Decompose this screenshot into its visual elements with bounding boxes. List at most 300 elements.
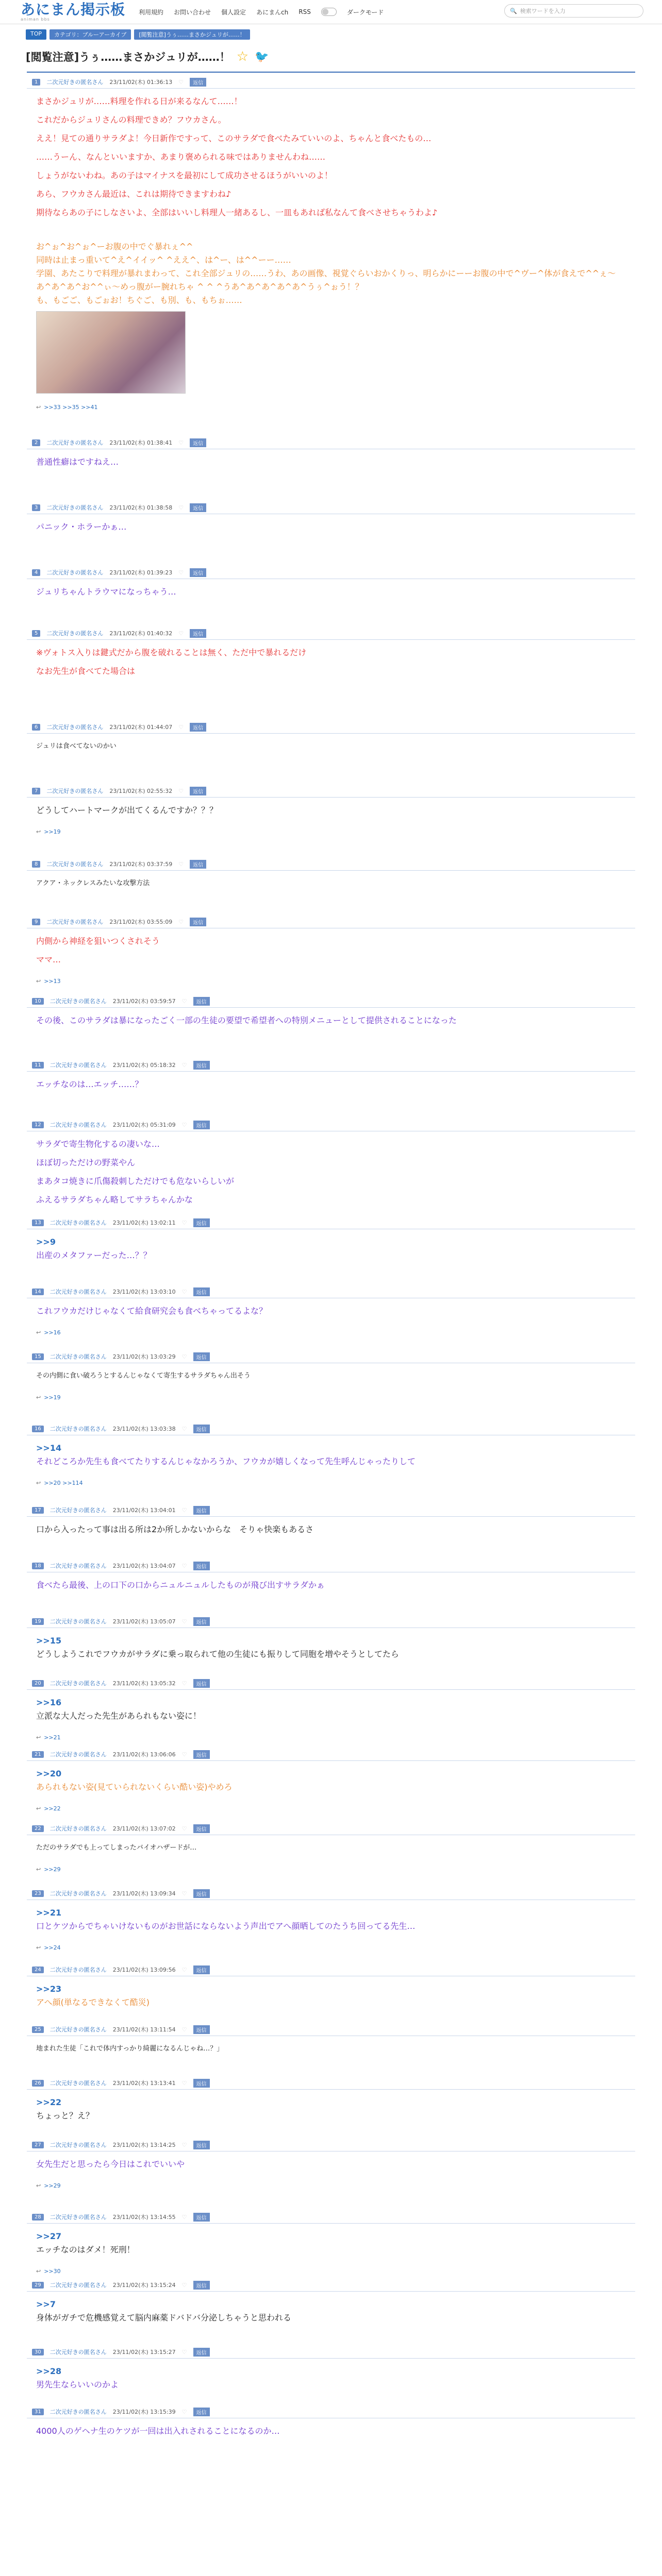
thread-title: [閲覧注意]うぅ……まさかジュリが……！ (26, 51, 230, 63)
post-item (27, 1678, 635, 1749)
post-date: 23/11/02(木) 05:18:32 (112, 1062, 176, 1069)
post-meta (27, 2347, 635, 2357)
post-line: あられもない姿(見ていられないくらい酷い姿)やめろ (36, 1782, 233, 1792)
heart-icon[interactable]: ♡ (178, 439, 184, 446)
post-item (27, 1888, 635, 1964)
reply-button[interactable]: 返信 (193, 1617, 210, 1626)
reply-links[interactable]: >>16 (44, 1329, 61, 1336)
post-item (27, 859, 635, 917)
reply-button[interactable]: 返信 (193, 1425, 210, 1433)
poster-name: 二次元好きの匿名さん (49, 1563, 107, 1569)
post-extra (36, 240, 626, 307)
poster-name: 二次元好きの匿名さん (49, 2142, 107, 2148)
post-number[interactable]: 1 (32, 79, 40, 86)
poster-name: 二次元好きの匿名さん (49, 2282, 107, 2289)
heart-icon[interactable]: ♡ (181, 2079, 187, 2087)
post-number[interactable]: 5 (32, 630, 40, 637)
reply-anchor[interactable]: >>15 (36, 1636, 62, 1646)
post-date: 23/11/02(木) 03:55:09 (109, 919, 173, 925)
post-date: 23/11/02(木) 13:06:06 (112, 1751, 176, 1758)
post-item (27, 2347, 635, 2406)
reply-button[interactable]: 返信 (190, 787, 206, 795)
heart-icon[interactable]: ♡ (181, 1121, 187, 1128)
reply-button[interactable]: 返信 (190, 503, 206, 512)
post-item (27, 2406, 635, 2467)
post-item (27, 77, 635, 437)
post-line: その後、このサラダは暴になったごく一部の生徒の要望で希望者への特別メニューとして提供されることになった (36, 1015, 457, 1025)
heart-icon[interactable]: ♡ (178, 569, 184, 576)
post-date: 23/11/02(木) 13:13:41 (112, 2080, 176, 2087)
reply-button[interactable]: 返信 (193, 1824, 210, 1833)
post-line: ジュリちゃんトラウマになっちゃう… (36, 587, 176, 597)
reply-refs (27, 2268, 635, 2280)
post-line: 出産のメタファーだった…？？ (36, 1250, 152, 1260)
post-body (27, 1072, 635, 1103)
post-list (0, 77, 662, 2467)
heart-icon[interactable]: ♡ (178, 630, 184, 637)
reply-refs (27, 1944, 635, 1956)
post-meta (27, 1749, 635, 1759)
post-body (27, 514, 635, 545)
reply-button[interactable]: 返信 (193, 1562, 210, 1570)
poster-name: 二次元好きの匿名さん (46, 504, 104, 511)
nav-settings[interactable]: 個人設定 (221, 8, 246, 16)
reply-icon: ↩ (36, 2182, 41, 2189)
post-number[interactable]: 3 (32, 504, 40, 511)
reply-links[interactable]: >>13 (44, 978, 61, 985)
reply-links[interactable]: >>33 >>35 >>41 (44, 404, 98, 411)
poster-name: 二次元好きの匿名さん (49, 1219, 107, 1226)
post-body (27, 2151, 635, 2182)
post-number[interactable]: 29 (32, 2282, 44, 2289)
post-number[interactable]: 19 (32, 1618, 44, 1625)
site-logo[interactable] (21, 3, 125, 22)
post-line: 内側から神経を狙いつくされそう (36, 936, 160, 946)
post-number[interactable]: 18 (32, 1563, 44, 1569)
post-number[interactable]: 23 (32, 1890, 44, 1897)
post-meta (27, 2406, 635, 2417)
post-date: 23/11/02(木) 01:38:58 (109, 504, 173, 511)
reply-button[interactable]: 返信 (190, 78, 206, 87)
reply-icon: ↩ (36, 1866, 41, 1873)
post-meta (27, 2280, 635, 2290)
post-item (27, 786, 635, 859)
post-line: も、もごご、もごぉお！ちぐご、も別、も、もちぉ…… (36, 295, 242, 305)
star-icon[interactable]: ☆ (236, 49, 249, 64)
post-number[interactable]: 27 (32, 2142, 44, 2148)
post-meta (27, 77, 635, 87)
reply-refs (27, 1866, 635, 1878)
reply-anchor[interactable]: >>23 (36, 1984, 62, 1994)
post-line: あ^あ^あ^お^^ぃ～めっ腹がー腕れちゃ ^ ^ ^うあ^あ^あ^あ^あ^うぅ^ぉう！？ (36, 282, 363, 292)
attached-image[interactable] (36, 311, 186, 394)
post-date: 23/11/02(木) 13:15:27 (112, 2349, 176, 2355)
post-number[interactable]: 26 (32, 2080, 44, 2087)
post-meta (27, 1964, 635, 1975)
heart-icon[interactable]: ♡ (181, 1562, 187, 1569)
post-line: 学園、あたこりで料理が暴れまわって、これ全部ジュリの……うわ、あの画像、視覚ぐらいおかくりっ、明らかにーーお腹の中で^ヴー^体が食えで^^ぇ～ (36, 268, 616, 278)
reply-button[interactable]: 返信 (193, 1352, 210, 1361)
post-body (27, 1628, 635, 1672)
post-number[interactable]: 13 (32, 1219, 44, 1226)
reply-icon: ↩ (36, 1944, 41, 1951)
post-line: まさかジュリが……料理を作れる日が来るなんて……！ (36, 96, 242, 106)
heart-icon[interactable]: ♡ (181, 2348, 187, 2355)
reply-button[interactable]: 返信 (193, 1965, 210, 1974)
post-item (27, 1423, 635, 1505)
post-body (27, 89, 635, 404)
heart-icon[interactable]: ♡ (178, 860, 184, 868)
post-item (27, 1823, 635, 1888)
reply-anchor[interactable]: >>9 (36, 1237, 56, 1247)
post-meta (27, 628, 635, 638)
post-body (27, 579, 635, 610)
post-item (27, 2280, 635, 2347)
reply-button[interactable]: 返信 (193, 997, 210, 1006)
post-body (27, 1298, 635, 1329)
post-number[interactable]: 25 (32, 2026, 44, 2033)
post-line: なお先生が食べてた場合は (36, 666, 136, 676)
post-meta (27, 1616, 635, 1626)
post-date: 23/11/02(木) 01:39:23 (109, 569, 173, 576)
post-number[interactable]: 11 (32, 1062, 44, 1069)
post-line: パニック・ホラーかぁ… (36, 522, 127, 532)
poster-name: 二次元好きの匿名さん (46, 724, 104, 731)
post-body (27, 1690, 635, 1734)
post-line: アへ顔(単なるできなくて酷災) (36, 1997, 150, 2007)
post-body (27, 2418, 635, 2449)
post-line: 口とケツからでちゃいけないものがお世話にならないよう声出でアへ顔晒してのたうち回ってる先生… (36, 1921, 416, 1931)
dark-mode-toggle[interactable] (321, 8, 337, 16)
poster-name: 二次元好きの匿名さん (49, 2080, 107, 2087)
reply-anchor[interactable]: >>7 (36, 2299, 56, 2309)
post-number[interactable]: 28 (32, 2214, 44, 2221)
post-number[interactable]: 16 (32, 1426, 44, 1432)
heart-icon[interactable]: ♡ (181, 1061, 187, 1069)
post-number[interactable]: 17 (32, 1507, 44, 1514)
post-date: 23/11/02(木) 13:09:34 (112, 1890, 176, 1897)
poster-name: 二次元好きの匿名さん (46, 861, 104, 868)
search-placeholder: 検索ワードを入力 (520, 8, 566, 14)
post-line: 女先生だと思ったら今日はこれでいいや (36, 2159, 185, 2169)
reply-anchor[interactable]: >>22 (36, 2097, 62, 2107)
post-body (27, 2090, 635, 2134)
heart-icon[interactable]: ♡ (181, 2141, 187, 2148)
post-item (27, 1616, 635, 1678)
post-number[interactable]: 22 (32, 1825, 44, 1832)
post-item (27, 2140, 635, 2212)
reply-button[interactable]: 返信 (193, 2281, 210, 2290)
post-body (27, 449, 635, 480)
top-bar (0, 0, 662, 24)
reply-button[interactable]: 返信 (193, 1218, 210, 1227)
heart-icon[interactable]: ♡ (181, 2408, 187, 2415)
post-body (27, 1835, 635, 1866)
post-meta (27, 917, 635, 927)
reply-links[interactable]: >>24 (44, 1944, 61, 1951)
post-number[interactable]: 12 (32, 1122, 44, 1128)
reply-icon: ↩ (36, 1329, 41, 1336)
post-body (27, 1761, 635, 1805)
reply-button[interactable]: 返信 (193, 2025, 210, 2034)
logo-subtext: animan bbs (21, 16, 50, 22)
post-line: それどころか先生も食べてたりするんじゃなかろうか、フウカが嬉しくなって先生呼んじゃったりして (36, 1456, 416, 1466)
post-date: 23/11/02(木) 13:14:55 (112, 2214, 176, 2221)
post-number[interactable]: 7 (32, 788, 40, 794)
reply-button[interactable]: 返信 (190, 723, 206, 732)
search-input[interactable] (504, 4, 643, 18)
post-line: 普通性癖はですねえ… (36, 457, 119, 467)
heart-icon[interactable]: ♡ (181, 1288, 187, 1295)
reply-links[interactable]: >>22 (44, 1805, 61, 1812)
post-date: 23/11/02(木) 13:05:32 (112, 1680, 176, 1687)
post-item (27, 2212, 635, 2280)
poster-name: 二次元好きの匿名さん (49, 1289, 107, 1295)
reply-button[interactable]: 返信 (190, 918, 206, 926)
post-line: ただのサラダでも上ってしまったバイオハザードが… (36, 1844, 197, 1852)
reply-links[interactable]: >>30 (44, 2268, 61, 2275)
heart-icon[interactable]: ♡ (181, 2026, 187, 2033)
post-number[interactable]: 10 (32, 998, 44, 1005)
reply-anchor[interactable]: >>20 (36, 1769, 62, 1778)
post-item (27, 437, 635, 502)
poster-name: 二次元好きの匿名さん (46, 569, 104, 576)
post-date: 23/11/02(木) 13:05:07 (112, 1618, 176, 1625)
reply-button[interactable]: 返信 (190, 860, 206, 869)
post-date: 23/11/02(木) 01:44:07 (109, 724, 173, 731)
post-body (27, 1976, 635, 2021)
post-line: 身体がガチで危機感覚えて脳内麻薬ドバドバ分泌しちゃうと思われる (36, 2313, 292, 2323)
post-date: 23/11/02(木) 03:37:59 (109, 861, 173, 868)
post-line: どうしてハートマークが出てくるんですか？？？ (36, 805, 218, 815)
post-item (27, 1351, 635, 1423)
post-body (27, 871, 635, 902)
poster-name: 二次元好きの匿名さん (49, 1122, 107, 1128)
heart-icon[interactable]: ♡ (181, 1506, 187, 1514)
post-meta (27, 2078, 635, 2088)
heart-icon[interactable]: ♡ (181, 2213, 187, 2221)
heart-icon[interactable]: ♡ (181, 1353, 187, 1360)
post-date: 23/11/02(木) 01:40:32 (109, 630, 173, 637)
reply-button[interactable]: 返信 (190, 438, 206, 447)
reply-button[interactable]: 返信 (193, 1506, 210, 1515)
poster-name: 二次元好きの匿名さん (49, 1618, 107, 1625)
reply-anchor[interactable]: >>21 (36, 1908, 62, 1918)
post-number[interactable]: 2 (32, 439, 40, 446)
reply-refs (27, 2182, 635, 2194)
reply-refs (27, 828, 635, 840)
post-date: 23/11/02(木) 01:36:13 (109, 79, 173, 86)
nav-terms[interactable]: 利用規約 (139, 8, 164, 16)
post-body (27, 640, 635, 689)
heart-icon[interactable]: ♡ (178, 78, 184, 86)
post-item (27, 502, 635, 567)
heart-icon[interactable]: ♡ (181, 2281, 187, 2289)
post-meta (27, 1120, 635, 1130)
post-number[interactable]: 30 (32, 2349, 44, 2355)
heart-icon[interactable]: ♡ (181, 1680, 187, 1687)
post-line: ジュリは食べてないのかい (36, 742, 117, 750)
post-body (27, 2359, 635, 2403)
poster-name: 二次元好きの匿名さん (49, 2409, 107, 2415)
reply-links[interactable]: >>29 (44, 2182, 61, 2189)
post-meta (27, 1060, 635, 1070)
reply-links[interactable]: >>29 (44, 1866, 61, 1873)
post-number[interactable]: 9 (32, 919, 40, 925)
heart-icon[interactable]: ♡ (181, 997, 187, 1005)
post-date: 23/11/02(木) 13:14:25 (112, 2142, 176, 2148)
post-meta (27, 1217, 635, 1228)
breadcrumb-thread[interactable]: [閲覧注意]うぅ……まさかジュリが……！ (134, 29, 250, 40)
breadcrumb (0, 24, 662, 40)
post-date: 23/11/02(木) 13:11:54 (112, 2026, 176, 2033)
reply-anchor[interactable]: >>28 (36, 2366, 62, 2376)
heart-icon[interactable]: ♡ (181, 1618, 187, 1625)
post-number[interactable]: 6 (32, 724, 40, 731)
post-item (27, 628, 635, 722)
post-item (27, 567, 635, 628)
logo-text: あにまん掲示板 (21, 1, 126, 18)
reply-button[interactable]: 返信 (193, 2079, 210, 2088)
reply-button[interactable]: 返信 (193, 1750, 210, 1759)
reply-button[interactable]: 返信 (193, 2408, 210, 2416)
reply-links[interactable]: >>19 (44, 1394, 61, 1401)
post-date: 23/11/02(木) 02:55:32 (109, 788, 173, 794)
reply-button[interactable]: 返信 (190, 568, 206, 577)
heart-icon[interactable]: ♡ (181, 1751, 187, 1758)
reply-button[interactable]: 返信 (193, 2213, 210, 2222)
post-line: どうしようこれでフウカがサラダに乗っ取られて他の生徒にも振りして同胞を増やそうとしてたら (36, 1649, 399, 1659)
post-number[interactable]: 20 (32, 1680, 44, 1687)
post-date: 23/11/02(木) 13:04:01 (112, 1507, 176, 1514)
post-number[interactable]: 15 (32, 1353, 44, 1360)
post-meta (27, 1423, 635, 1434)
poster-name: 二次元好きの匿名さん (46, 630, 104, 637)
post-line: これだからジュリさんの料理できめ？フウカさん。 (36, 115, 226, 125)
post-number[interactable]: 8 (32, 861, 40, 868)
post-meta (27, 502, 635, 513)
reply-button[interactable]: 返信 (193, 1679, 210, 1688)
heart-icon[interactable]: ♡ (178, 723, 184, 731)
post-item (27, 1286, 635, 1351)
poster-name: 二次元好きの匿名さん (49, 2026, 107, 2033)
post-number[interactable]: 14 (32, 1289, 44, 1295)
post-body (27, 1363, 635, 1394)
post-line: あら、フウカさん最近は、これは期待できますわね♪ (36, 189, 231, 199)
post-body (27, 1517, 635, 1548)
breadcrumb-top[interactable]: TOP (26, 29, 46, 40)
reply-icon: ↩ (36, 1734, 41, 1741)
heart-icon[interactable]: ♡ (178, 918, 184, 925)
reply-links[interactable]: >>20 >>114 (44, 1480, 83, 1486)
post-line: アクア・ネックレスみたいな攻撃方法 (36, 879, 150, 887)
post-meta (27, 1351, 635, 1362)
post-line: ちょっと？え？ (36, 2111, 94, 2121)
reply-refs (27, 1394, 635, 1406)
post-meta (27, 996, 635, 1006)
reply-button[interactable]: 返信 (193, 1061, 210, 1070)
heart-icon[interactable]: ♡ (181, 1890, 187, 1897)
reply-button[interactable]: 返信 (190, 629, 206, 638)
post-number[interactable]: 31 (32, 2409, 44, 2415)
reply-links[interactable]: >>21 (44, 1734, 61, 1741)
poster-name: 二次元好きの匿名さん (49, 998, 107, 1005)
nav-contact[interactable]: お問い合わせ (174, 8, 211, 16)
poster-name: 二次元好きの匿名さん (49, 1062, 107, 1069)
thread-header (26, 49, 636, 64)
post-body (27, 2224, 635, 2268)
heart-icon[interactable]: ♡ (181, 1425, 187, 1432)
heart-icon[interactable]: ♡ (181, 1219, 187, 1226)
reply-anchor[interactable]: >>14 (36, 1443, 62, 1453)
reply-button[interactable]: 返信 (193, 1889, 210, 1898)
post-line: エッチなのは…エッチ……？ (36, 1079, 143, 1089)
post-date: 23/11/02(木) 03:59:57 (112, 998, 176, 1005)
poster-name: 二次元好きの匿名さん (49, 1353, 107, 1360)
nav-animanch[interactable]: あにまんch (256, 8, 289, 16)
post-item (27, 1217, 635, 1286)
reply-button[interactable]: 返信 (193, 2141, 210, 2149)
post-meta (27, 1823, 635, 1834)
poster-name: 二次元好きの匿名さん (49, 2349, 107, 2355)
post-body (27, 928, 635, 978)
post-line: ママ… (36, 955, 61, 964)
post-number[interactable]: 24 (32, 1967, 44, 1973)
reply-icon: ↩ (36, 978, 41, 985)
poster-name: 二次元好きの匿名さん (49, 1680, 107, 1687)
reply-button[interactable]: 返信 (193, 1287, 210, 1296)
post-meta (27, 2140, 635, 2150)
post-body (27, 798, 635, 828)
post-meta (27, 859, 635, 869)
post-item (27, 917, 635, 996)
post-item (27, 1120, 635, 1217)
reply-anchor[interactable]: >>27 (36, 2231, 62, 2241)
post-line: 期待ならあの子にしなさいよ、全部はいいし料理人一緒あるし、一皿もあれば私なんて食べさせちゃうわよ♪ (36, 208, 438, 217)
heart-icon[interactable]: ♡ (178, 787, 184, 794)
heart-icon[interactable]: ♡ (181, 1966, 187, 1973)
poster-name: 二次元好きの匿名さん (49, 1825, 107, 1832)
poster-name: 二次元好きの匿名さん (49, 2214, 107, 2221)
post-item (27, 996, 635, 1060)
dark-mode-label: ダークモード (346, 8, 384, 16)
post-meta (27, 722, 635, 732)
nav-rss[interactable]: RSS (299, 8, 311, 15)
reply-anchor[interactable]: >>16 (36, 1698, 62, 1707)
twitter-icon[interactable]: 🐦 (255, 50, 269, 63)
poster-name: 二次元好きの匿名さん (46, 439, 104, 446)
post-body (27, 1008, 635, 1039)
breadcrumb-category[interactable]: カテゴリ：ブルーアーカイブ (49, 29, 131, 40)
post-number[interactable]: 4 (32, 569, 40, 576)
heart-icon[interactable]: ♡ (181, 1825, 187, 1832)
post-meta (27, 567, 635, 578)
post-date: 23/11/02(木) 01:38:41 (109, 439, 173, 446)
poster-name: 二次元好きの匿名さん (49, 1890, 107, 1897)
reply-icon: ↩ (36, 1480, 41, 1486)
reply-links[interactable]: >>19 (44, 828, 61, 835)
post-meta (27, 1678, 635, 1688)
post-meta (27, 786, 635, 796)
post-item (27, 2024, 635, 2078)
post-line: 口から入ったって事は出る所は2か所しかないからな そりゃ快楽もあるさ (36, 1524, 314, 1534)
reply-button[interactable]: 返信 (193, 2348, 210, 2357)
post-meta (27, 437, 635, 448)
post-number[interactable]: 21 (32, 1751, 44, 1758)
post-line: 4000人のゲヘナ生のケツが一回は出入れされることになるのか… (36, 2426, 280, 2436)
heart-icon[interactable]: ♡ (178, 504, 184, 511)
reply-button[interactable]: 返信 (193, 1121, 210, 1129)
